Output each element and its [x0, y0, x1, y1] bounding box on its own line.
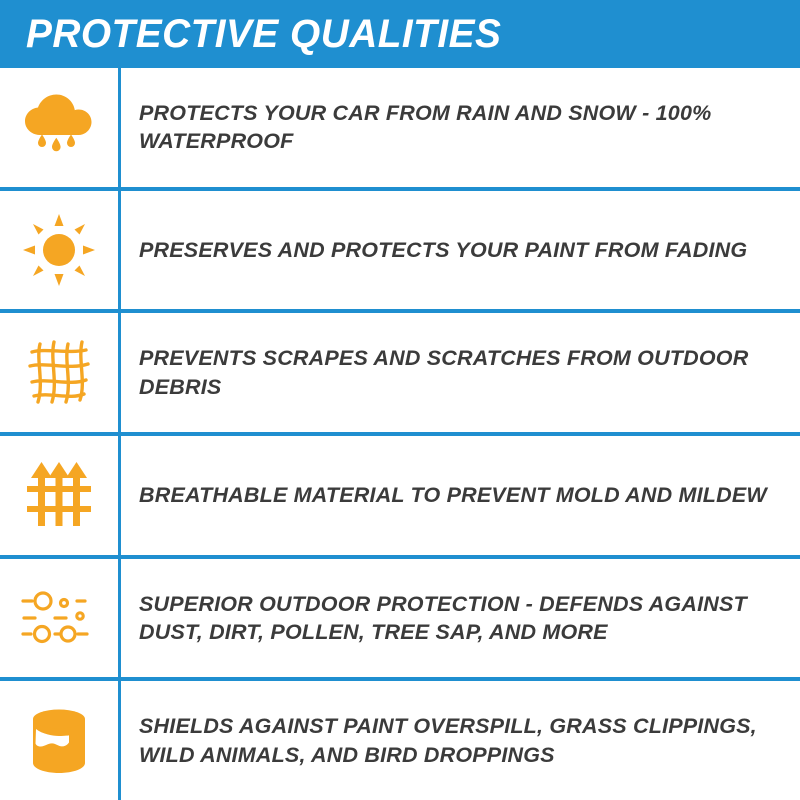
- icon-cell: [0, 436, 118, 555]
- feature-text: BREATHABLE MATERIAL TO PREVENT MOLD AND MILDEW: [139, 483, 767, 508]
- dust-particles-icon: [19, 585, 99, 651]
- text-cell: [121, 99, 800, 156]
- feature-text: SUPERIOR OUTDOOR PROTECTION - DEFENDS AGAINST DUST, DIRT, POLLEN, TREE SAP, AND MORE: [139, 591, 747, 645]
- list-item: [0, 313, 800, 436]
- feature-list: [0, 68, 800, 800]
- text-cell: [121, 344, 800, 401]
- rain-cloud-icon: [20, 91, 98, 163]
- breathable-arrows-icon: [25, 460, 93, 530]
- icon-cell: [0, 68, 118, 187]
- sun-icon: [21, 212, 97, 288]
- list-item: [0, 191, 800, 314]
- text-cell: [121, 590, 800, 647]
- list-item: [0, 436, 800, 559]
- icon-cell: [0, 191, 118, 310]
- feature-text: SHIELDS AGAINST PAINT OVERSPILL, GRASS CLIPPINGS, WILD ANIMALS, AND BIRD DROPPINGS: [139, 714, 757, 767]
- paint-bucket-icon: [27, 705, 91, 777]
- text-cell: [121, 712, 800, 769]
- scratch-mesh-icon: [24, 338, 94, 408]
- header-banner: [0, 0, 800, 68]
- icon-cell: [0, 313, 118, 432]
- feature-text: PRESERVES AND PROTECTS YOUR PAINT FROM FADING: [139, 237, 748, 262]
- text-cell: [121, 236, 800, 264]
- icon-cell: [0, 559, 118, 678]
- feature-text: PREVENTS SCRAPES AND SCRATCHES FROM OUTDOOR DEBRIS: [139, 346, 749, 399]
- feature-text: PROTECTS YOUR CAR FROM RAIN AND SNOW - 100% WATERPROOF: [139, 100, 712, 154]
- icon-cell: [0, 681, 118, 800]
- text-cell: [121, 481, 800, 509]
- page-title: PROTECTIVE QUALITIES: [26, 12, 502, 56]
- list-item: [0, 68, 800, 191]
- list-item: [0, 559, 800, 682]
- list-item: [0, 681, 800, 800]
